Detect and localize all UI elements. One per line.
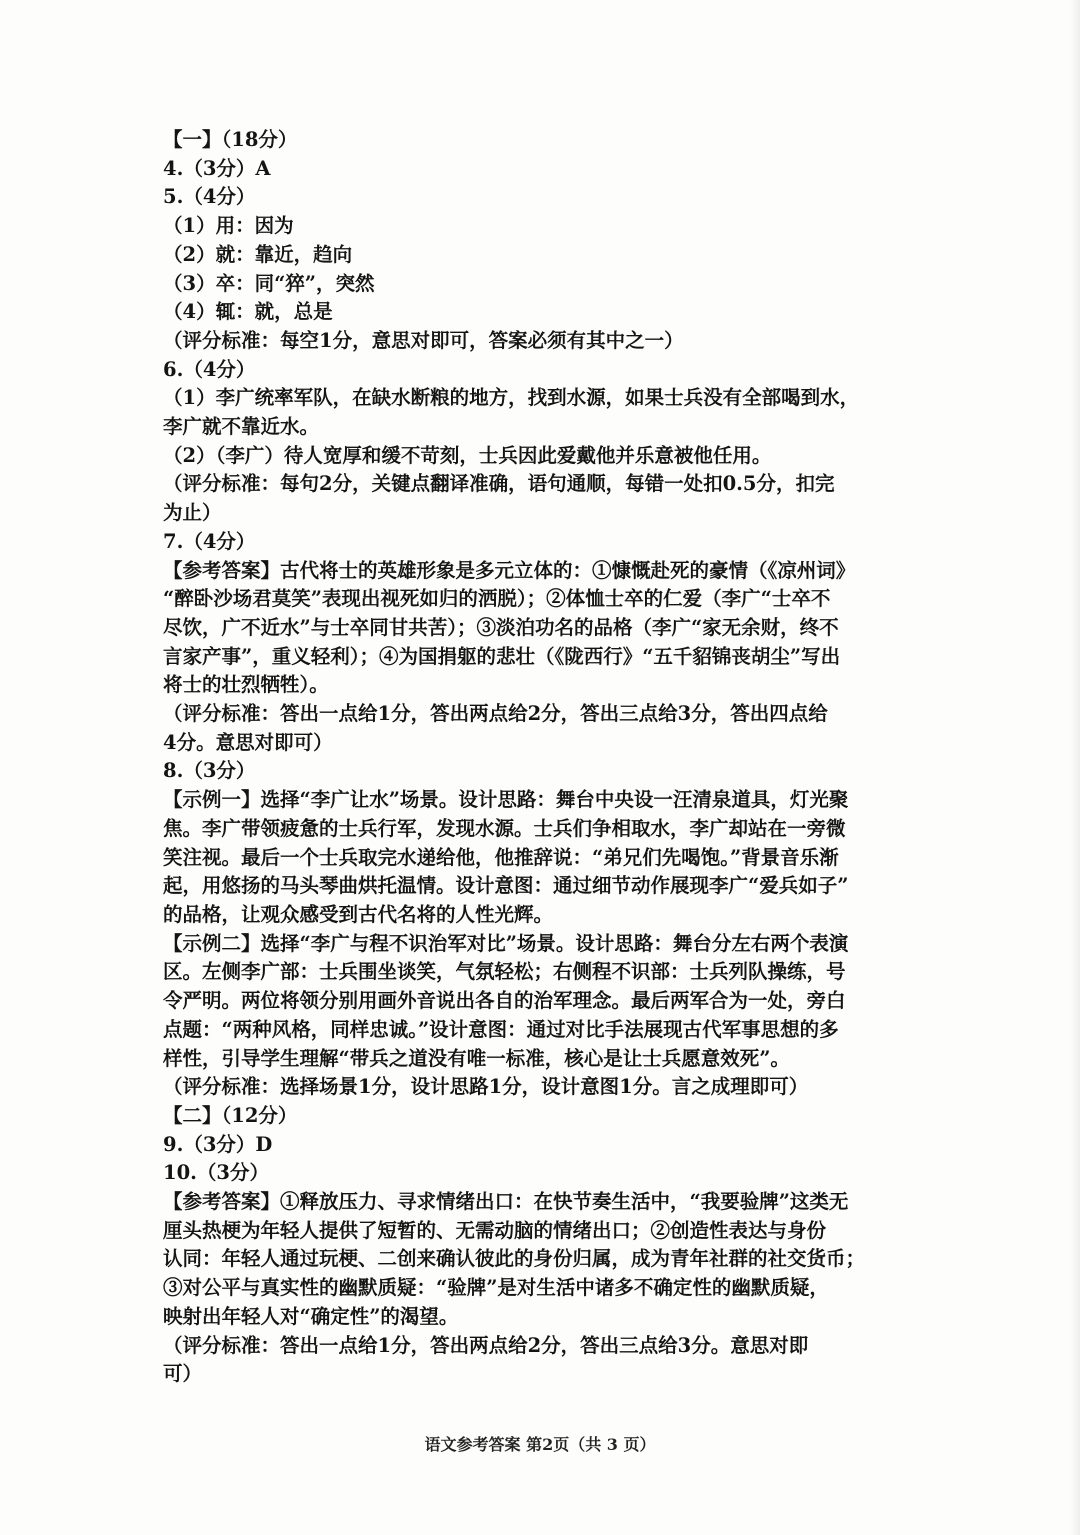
text-line: （评分标准：答出一点给1分，答出两点给2分，答出三点给3分，答出四点给 xyxy=(163,702,828,726)
text-line: 4.（3分）A xyxy=(163,156,271,180)
text-line: （1）用：因为 xyxy=(163,214,294,238)
text-line: 【二】（12分） xyxy=(163,1103,298,1127)
text-line: 【一】（18分） xyxy=(163,128,298,151)
text-line: 起，用悠扬的马头琴曲烘托温情。设计意图：通过细节动作展现李广“爱兵如子” xyxy=(163,874,849,898)
text-line: （4）辄：就，总是 xyxy=(163,300,333,324)
text-line: 5.（4分） xyxy=(163,185,256,209)
text-line: 认同：年轻人通过玩梗、二创来确认彼此的身份归属，成为青年社群的社交货币； xyxy=(163,1247,866,1271)
text-line: 尽饮，广不近水”与士卒同甘共苦）；③淡泊功名的品格（李广“家无余财，终不 xyxy=(163,615,839,639)
text-line: （评分标准：选择场景1分，设计思路1分，设计意图1分。言之成理即可） xyxy=(163,1075,809,1099)
text-line: （评分标准：答出一点给1分，答出两点给2分，答出三点给3分。意思对即 xyxy=(163,1333,809,1357)
text-line: 焦。李广带领疲惫的士兵行军，发现水源。士兵们争相取水，李广却站在一旁微 xyxy=(163,816,846,840)
text-line: 9.（3分）D xyxy=(163,1132,273,1156)
text-line: 样性，引导学生理解“带兵之道没有唯一标准，核心是让士兵愿意效死”。 xyxy=(163,1046,790,1070)
text-line: （2）（李广）待人宽厚和缓不苛刻，士兵因此爱戴他并乐意被他任用。 xyxy=(163,443,772,467)
answer-content xyxy=(163,126,928,1389)
text-line: 4分。意思对即可） xyxy=(163,730,333,754)
text-line: （3）卒：同“猝”，突然 xyxy=(163,271,375,295)
page-footer: 语文参考答案 第2页（共 3 页） xyxy=(424,1435,656,1454)
text-line: 厘头热梗为年轻人提供了短暂的、无需动脑的情绪出口；②创造性表达与身份 xyxy=(163,1218,827,1242)
text-line: 【参考答案】古代将士的英雄形象是多元立体的：①慷慨赴死的豪情（《凉州词》 xyxy=(163,558,856,582)
text-line: （1）李广统率军队，在缺水断粮的地方，找到水源，如果士兵没有全部喝到水， xyxy=(163,386,860,410)
text-line: 7.（4分） xyxy=(163,529,256,553)
text-line: （2）就：靠近，趋向 xyxy=(163,242,353,266)
text-line: 的品格，让观众感受到古代名将的人性光辉。 xyxy=(163,902,554,926)
text-line: 映射出年轻人对“确定性”的渴望。 xyxy=(163,1304,459,1328)
text-line: 为止） xyxy=(163,501,222,525)
text-line: 点题：“两种风格，同样忠诚。”设计意图：通过对比手法展现古代军事思想的多 xyxy=(163,1017,839,1041)
text-line: “醉卧沙场君莫笑”表现出视死如归的洒脱）；②体恤士卒的仁爱（李广“士卒不 xyxy=(163,587,831,611)
text-line: 言家产事”，重义轻利）；④为国捐躯的悲壮（《陇西行》“五千貂锦丧胡尘”写出 xyxy=(163,644,841,668)
text-line: 区。左侧李广部：士兵围坐谈笑，气氛轻松；右侧程不识部：士兵列队操练，号 xyxy=(163,960,846,984)
text-line: 8.（3分） xyxy=(163,759,256,783)
text-line: 【示例一】选择“李广让水”场景。设计思路：舞台中央设一汪清泉道具，灯光聚 xyxy=(163,788,849,812)
text-line: （评分标准：每空1分，意思对即可，答案必须有其中之一） xyxy=(163,328,684,352)
text-line: 【参考答案】①释放压力、寻求情绪出口：在快节奏生活中，“我要验牌”这类无 xyxy=(163,1190,849,1214)
text-line: （评分标准：每句2分，关键点翻译准确，语句通顺，每错一处扣0.5分，扣完 xyxy=(163,472,835,496)
text-line: 【示例二】选择“李广与程不识治军对比”场景。设计思路：舞台分左右两个表演 xyxy=(163,931,849,955)
text-line: 6.（4分） xyxy=(163,357,256,381)
text-line: 笑注视。最后一个士兵取完水递给他，他推辞说：“弟兄们先喝饱。”背景音乐渐 xyxy=(163,845,839,869)
text-line: 可） xyxy=(163,1362,203,1386)
text-line: 李广就不靠近水。 xyxy=(163,415,320,439)
text-line: 将士的壮烈牺牲）。 xyxy=(163,673,329,697)
text-line: 令严明。两位将领分别用画外音说出各自的治军理念。最后两军合为一处，旁白 xyxy=(163,989,846,1013)
text-line: ③对公平与真实性的幽默质疑：“验牌”是对生活中诸多不确定性的幽默质疑， xyxy=(163,1276,829,1300)
text-line: 10.（3分） xyxy=(163,1161,269,1185)
scan-edge-shadow xyxy=(1070,0,1080,1535)
